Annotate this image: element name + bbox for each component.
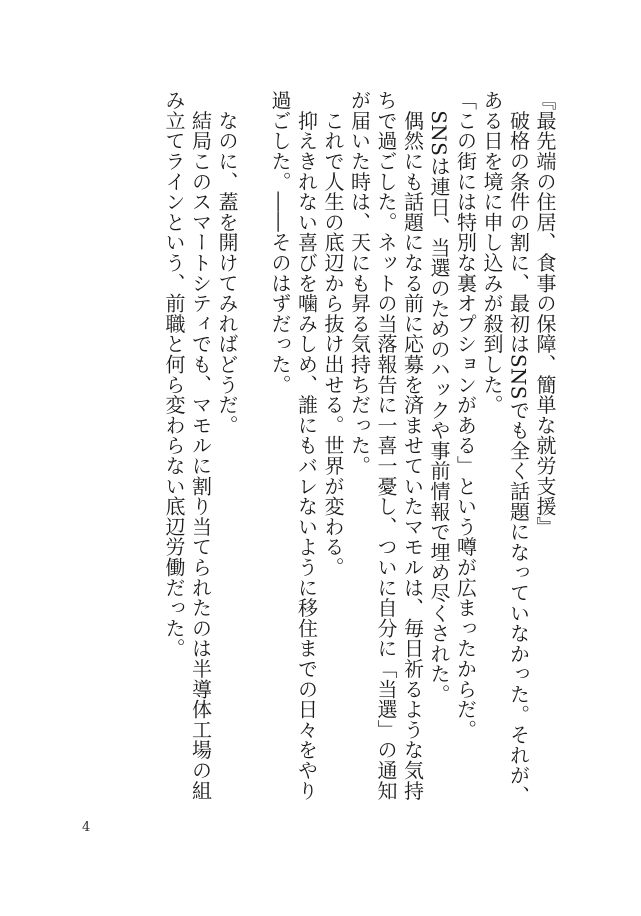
text-line-4: SNSは連日、当選のためのハックや事前情報で埋め尽くされた。 xyxy=(427,90,451,705)
text-line-9: なのに、蓋を開けてみればどうだ。 xyxy=(215,90,239,436)
text-line-7: 抑えきれない喜びを噛みしめ、誰にもバレないように移住までの日々をやり過ごした。――そのはずだった。 xyxy=(268,90,319,801)
text-line-2: 破格の条件の割に、最初はSNSでも全く話題になっていなかった。それが、ある日を境に申し込みが殺到した。 xyxy=(480,90,531,806)
blank-line xyxy=(240,90,267,810)
text-line-3: 「この街には特別な裏オプションがある」という噂が広まったからだ。 xyxy=(453,90,478,740)
text-line-5: 偶然にも話題になる前に応募を済ませていたマモルは、毎日祈るような気持ちで過ごした。ネットの当落報告に一喜一憂し、ついに自分に「当選」の通知が届いた時は、天にも昇る気持ちだった。 xyxy=(347,90,425,801)
text-line-1: 『最先端の住居、食事の保障、簡単な就労支援』 xyxy=(533,90,557,537)
text-line-6: これで人生の底辺から抜け出せる。世界が変わる。 xyxy=(321,90,345,578)
text-line-10: 結局このスマートシティでも、マモルに割り当てられたのは半導体工場の組み立てラインという、前職と何ら変わらない底辺労働だった。 xyxy=(162,90,213,801)
page-number: 4 xyxy=(82,820,91,835)
vertical-text-body xyxy=(161,90,559,810)
